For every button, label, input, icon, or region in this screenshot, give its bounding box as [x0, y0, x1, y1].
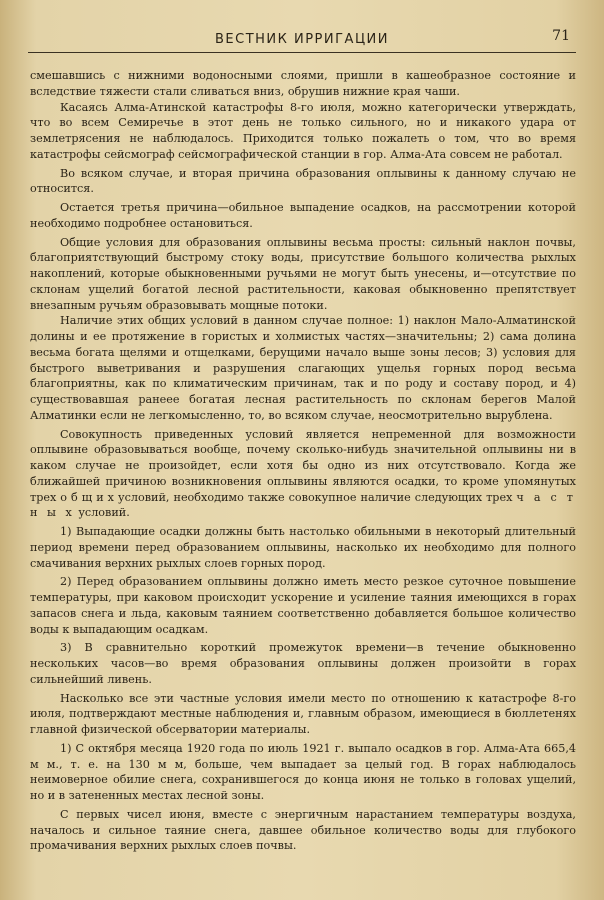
article-body — [30, 68, 576, 854]
numbered-observation: 1) С октября месяца 1920 года по июль 1921 г. выпало осадков в гор. Алма-Ата 665,4 м м., т. е. на 130 м м, больше, чем выпадает за целый год. В горах наблюдалось неимоверное обилие снега, сохранившегося до конца июня не только в головах ущелий, но и в затененных местах лесной зоны. — [30, 741, 576, 802]
numbered-condition: 2) Перед образованием оплывины должно иметь место резкое суточное повышение температуры, при каковом происходит ускорение и усиление таяния имеющихся в горах запасов снега и льда, каковым таянием соответственно добавляется большое количество воды к выпадающим осадкам. — [30, 575, 576, 636]
paragraph: С первых чисел июня, вместе с энергичным нарастанием температуры воздуха, началось и сильное таяние снега, давшее обильное количество воды для глубокого промачивания верхних рыхлых слоев почвы. — [30, 807, 576, 853]
paragraph-tail: условий. — [74, 506, 130, 520]
numbered-condition: 3) В сравнительно короткий промежуток времени—в течение обыкновенно нескольких часов—во время образования оплывины должен произойти в горах сильнейший ливень. — [30, 641, 576, 686]
paragraph: Остается третья причина—обильное выпадение осадков, на рассмотрении которой необходимо подробнее остановиться. — [30, 201, 576, 230]
paragraph — [30, 427, 576, 522]
paragraph: Насколько все эти частные условия имели место по отношению к катастрофе 8-го июля, подтверждают местные наблюдения и, главным образом, имеющиеся в бюллетенях главной физической обсерватории материалы. — [30, 691, 576, 736]
running-header — [28, 22, 576, 53]
journal-title: ВЕСТНИК ИРРИГАЦИИ — [214, 32, 389, 47]
paragraph-text: Совокупность приведенных условий является непременной для возможности оплывине образовываться вообще, почему сколько-нибудь значительной оплывины ни в каком случае не произойдет, если хотя бы одно из них отсутствовало. Когда же ближайшей причиною возникновения оплывины являются осадки, то кроме упомянутых трех о б щ и х условий, необходимо также совокупное наличие следующих трех — [30, 427, 576, 504]
paragraph: Касаясь Алма-Атинской катастрофы 8-го июля, можно категорически утверждать, что во всем Семиречье в этот день не только сильного, но и никакого удара от землетрясения не наблюдалось. Приходится только пожалеть о том, что во время катастрофы сейсмограф сейсмографической станции в гор. Алма-Ата совсем не работал. — [30, 100, 576, 161]
paragraph: смешавшись с нижними водоносными слоями, пришли в кашеобразное состояние и вследствие тяжести стали сливаться вниз, обрушив нижние края чаши. — [30, 69, 576, 98]
emphasized-word: ч а с т н ы х — [30, 490, 576, 520]
numbered-condition: 1) Выпадающие осадки должны быть настолько обильными в некоторый длительный период времени перед образованием оплывины, насколько их необходимо для полного смачивания верхних рыхлых слоев горных пород. — [30, 525, 576, 570]
paragraph: Общие условия для образования оплывины весьма просты: сильный наклон почвы, благоприятствующий быстрому стоку воды, присутствие большого количества рыхлых накоплений, которые обыкновенными ручьями не могут быть унесены, и—отсутствие по склонам ущелий богатой лесной растительности, каковая обыкновенно препятствует внезапным ручьям образовывать мощные потоки. — [30, 235, 576, 312]
paragraph: Во всяком случае, и вторая причина образования оплывины к данному случаю не относится. — [30, 166, 576, 196]
page-number: 71 — [552, 28, 570, 44]
paragraph: Наличие этих общих условий в данном случае полное: 1) наклон Мало-Алматинской долины и ее протяжение в гористых и холмистых частях—значительны; 2) сама долина весьма богата щелями и отщелками, берущими начало выше зоны лесов; 3) условия для быстрого выветривания и разрушения слагающих ущелья горных пород весьма благоприятны, как по климатическим причинам, так и по роду и составу пород, и 4) существовавшая ранеее богатая лесная растительность по склонам берегов Малой Алматинки если не легкомысленно, то, во всяком случае, неосмотрительно вырублена. — [30, 314, 576, 422]
